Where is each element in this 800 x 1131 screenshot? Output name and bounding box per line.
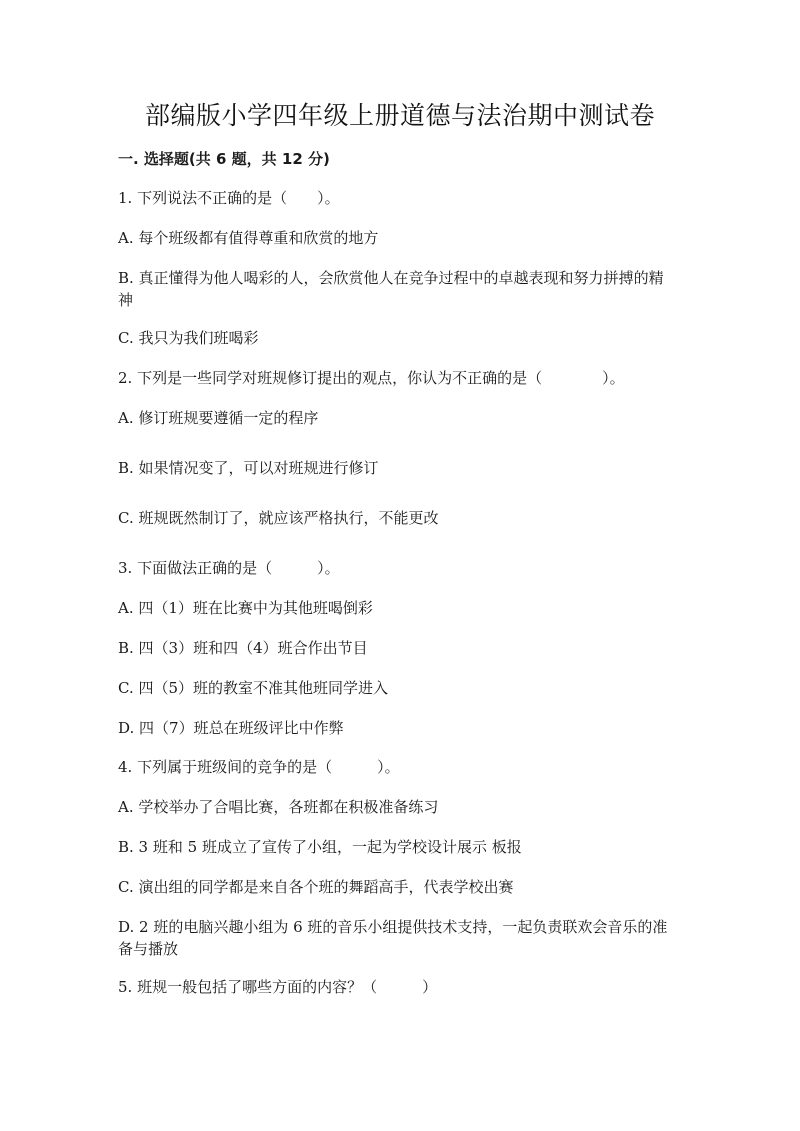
question-2-stem: 2. 下列是一些同学对班规修订提出的观点，你认为不正确的是（ ）。 bbox=[118, 369, 625, 387]
question-2-option-c: C. 班规既然制订了，就应该严格执行，不能更改 bbox=[118, 509, 439, 527]
section-heading: 一. 选择题(共 6 题，共 12 分) bbox=[118, 150, 330, 168]
question-3-option-d: D. 四（7）班总在班级评比中作弊 bbox=[118, 719, 344, 737]
question-4-option-a: A. 学校举办了合唱比赛，各班都在积极准备练习 bbox=[118, 798, 439, 816]
question-1-option-c: C. 我只为我们班喝彩 bbox=[118, 329, 259, 347]
question-2-option-a: A. 修订班规要遵循一定的程序 bbox=[118, 409, 319, 427]
question-4-option-d: D. 2 班的电脑兴趣小组为 6 班的音乐小组提供技术支持，一起负责联欢会音乐的准备与播放 bbox=[118, 918, 668, 958]
question-4-option-c: C. 演出组的同学都是来自各个班的舞蹈高手，代表学校出赛 bbox=[118, 878, 514, 896]
question-3-option-c: C. 四（5）班的教室不准其他班同学进入 bbox=[118, 679, 389, 697]
question-1-option-b: B. 真正懂得为他人喝彩的人，会欣赏他人在竞争过程中的卓越表现和努力拼搏的精神 bbox=[118, 269, 664, 309]
question-1-option-a: A. 每个班级都有值得尊重和欣赏的地方 bbox=[118, 229, 379, 247]
question-3-option-b: B. 四（3）班和四（4）班合作出节目 bbox=[118, 639, 368, 657]
question-3-stem: 3. 下面做法正确的是（ ）。 bbox=[118, 559, 340, 577]
exam-title: 部编版小学四年级上册道德与法治期中测试卷 bbox=[144, 101, 655, 130]
question-4-stem: 4. 下列属于班级间的竞争的是（ ）。 bbox=[118, 758, 400, 776]
question-1-stem: 1. 下列说法不正确的是（ ）。 bbox=[118, 189, 340, 207]
question-2-option-b: B. 如果情况变了，可以对班规进行修订 bbox=[118, 459, 379, 477]
question-3-option-a: A. 四（1）班在比赛中为其他班喝倒彩 bbox=[118, 599, 373, 617]
question-4-option-b: B. 3 班和 5 班成立了宣传了小组，一起为学校设计展示 板报 bbox=[118, 838, 522, 856]
question-5-stem: 5. 班规一般包括了哪些方面的内容？（ ） bbox=[118, 978, 438, 996]
